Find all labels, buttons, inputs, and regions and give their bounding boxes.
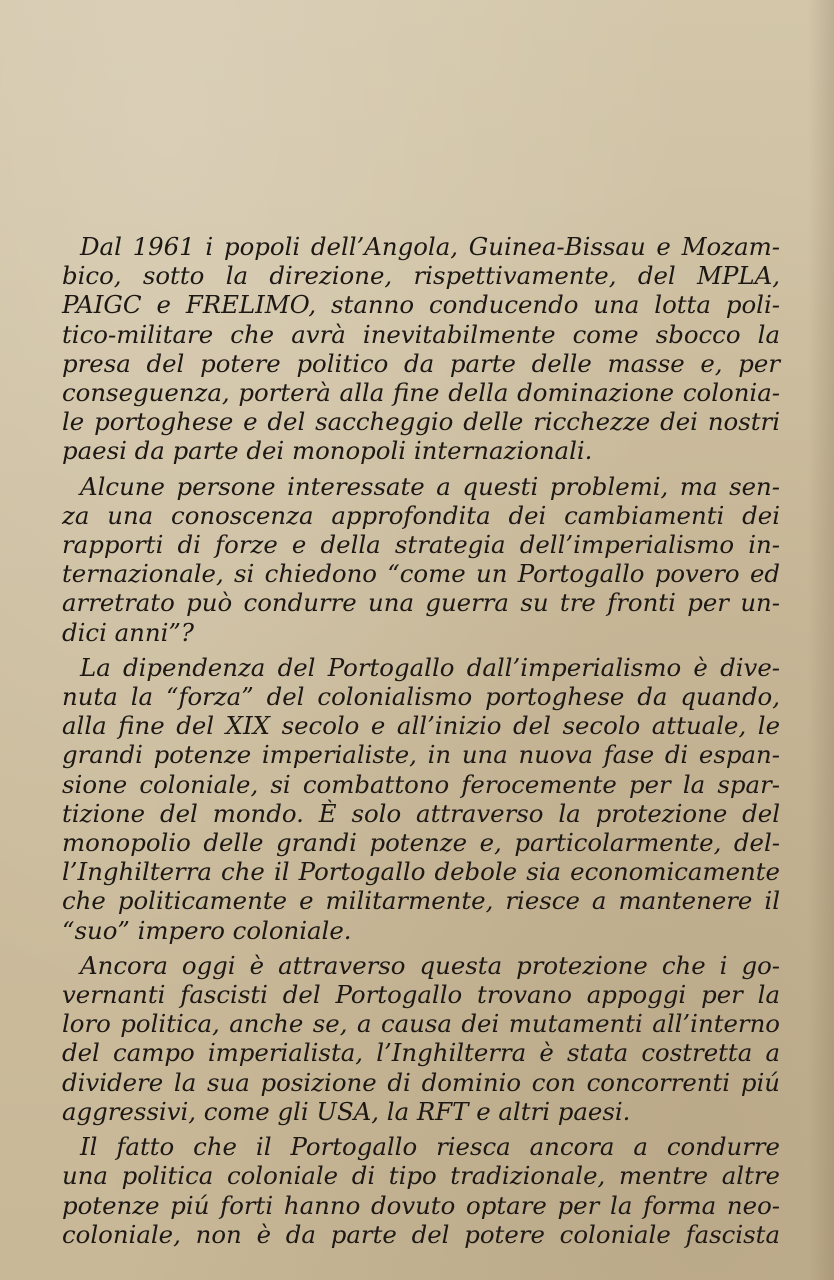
text-line: za una conoscenza approfondita dei cambiamenti dei (62, 500, 780, 530)
text-line: arretrato può condurre una guerra su tre fronti per un- (62, 588, 780, 618)
text-line: tico-militare che avrà inevitabilmente come sbocco la (62, 319, 780, 349)
paragraph (62, 472, 780, 647)
text-line: ternazionale, si chiedono “come un Portogallo povero ed (62, 559, 780, 589)
text-line: rapporti di forze e della strategia dell’imperialismo in- (62, 530, 780, 560)
text-line: nuta la “forza” del colonialismo portoghese da quando, (62, 682, 780, 712)
text-line: presa del potere politico da parte delle masse e, per (62, 348, 780, 378)
text-line: monopolio delle grandi potenze e, particolarmente, del- (62, 828, 780, 858)
text-line: che politicamente e militarmente, riesce a mantenere il (62, 886, 780, 916)
text-line: loro politica, anche se, a causa dei mutamenti all’interno (62, 1009, 780, 1039)
text-line: Il fatto che il Portogallo riesca ancora a condurre (80, 1132, 780, 1162)
text-line: Dal 1961 i popoli dell’Angola, Guinea-Bissau e Mozam- (80, 232, 780, 261)
text-line: del campo imperialista, l’Inghilterra è stata costretta a (62, 1038, 780, 1068)
text-line: dici anni”? (62, 617, 194, 647)
text-line: le portoghese e del saccheggio delle ricchezze dei nostri (62, 407, 780, 437)
text-line: conseguenza, porterà alla fine della dominazione colonia- (62, 378, 780, 408)
text-line: tizione del mondo. È solo attraverso la protezione del (62, 798, 780, 828)
paragraph (62, 1132, 780, 1249)
body-text (62, 232, 780, 1255)
text-line: PAIGC e FRELIMO, stanno conducendo una lotta poli- (62, 290, 780, 320)
text-line: alla fine del XIX secolo e all’inizio del secolo attuale, le (62, 711, 780, 741)
text-line: Alcune persone interessate a questi problemi, ma sen- (80, 471, 780, 501)
text-line: vernanti fascisti del Portogallo trovano appoggi per la (62, 980, 780, 1010)
text-line: La dipendenza del Portogallo dall’imperialismo è dive- (80, 652, 780, 682)
paragraph (62, 653, 780, 945)
text-line: l’Inghilterra che il Portogallo debole sia economicamente (62, 857, 780, 887)
text-line: bico, sotto la direzione, rispettivamente, del MPLA, (62, 261, 780, 291)
text-line: coloniale, non è da parte del potere coloniale fascista (62, 1219, 780, 1249)
text-line: sione coloniale, si combattono ferocemente per la spar- (62, 769, 780, 799)
text-line: grandi potenze imperialiste, in una nuova fase di espan- (62, 740, 780, 770)
text-line: una politica coloniale di tipo tradizionale, mentre altre (62, 1161, 780, 1191)
text-line: aggressivi, come gli USA, la RFT e altri paesi. (62, 1096, 631, 1126)
paragraph (62, 951, 780, 1126)
text-line: paesi da parte dei monopoli internazionali. (62, 436, 593, 466)
text-line: dividere la sua posizione di dominio con concorrenti piú (62, 1067, 780, 1097)
text-line: potenze piú forti hanno dovuto optare per la forma neo- (62, 1190, 780, 1220)
paragraph (62, 232, 780, 466)
text-line: Ancora oggi è attraverso questa protezione che i go- (80, 950, 780, 980)
text-line: “suo” impero coloniale. (62, 915, 352, 945)
